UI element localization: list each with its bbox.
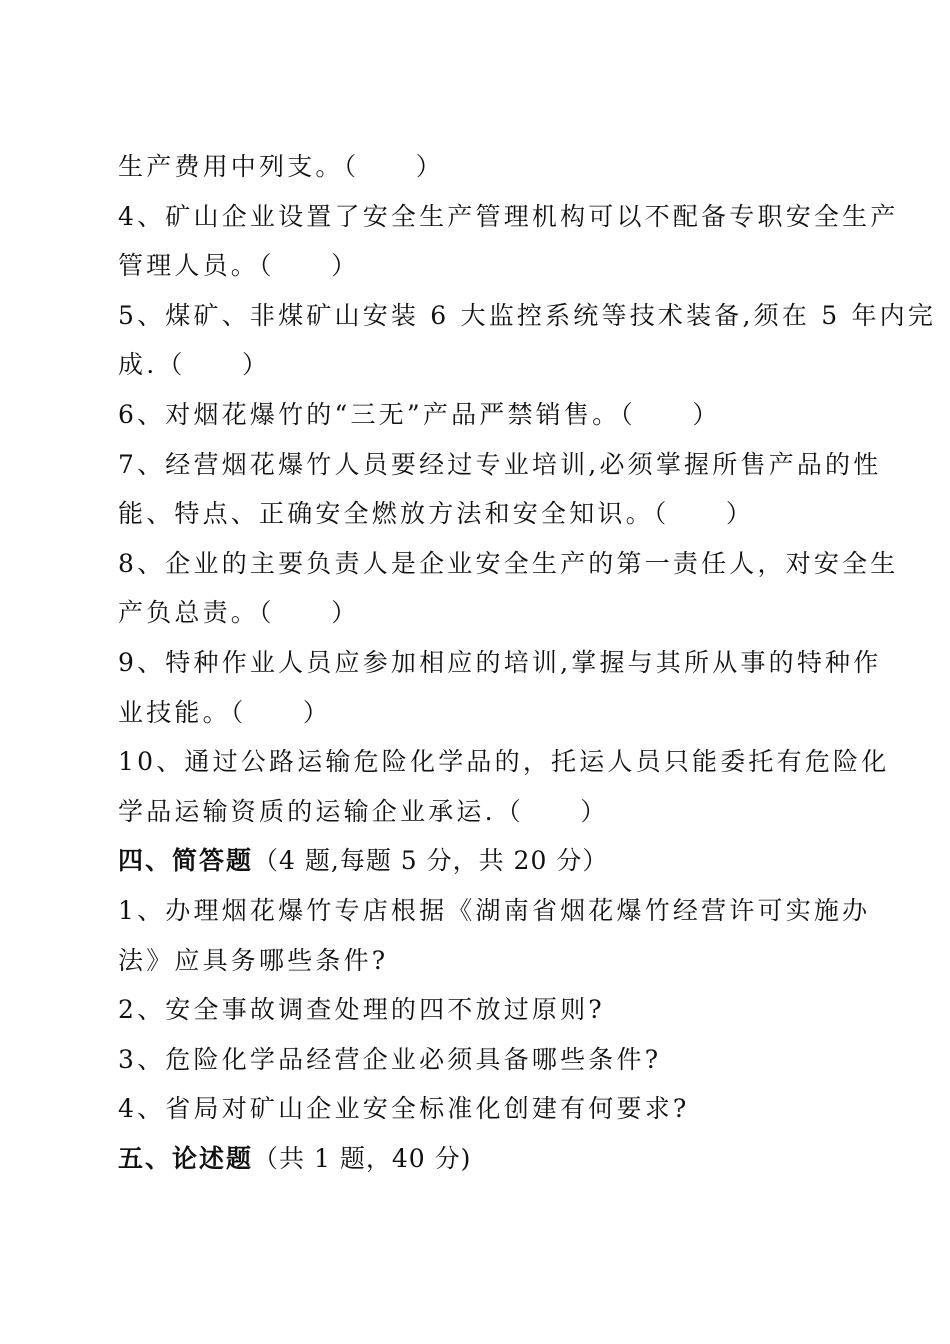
text-line: 7、经营烟花爆竹人员要经过专业培训,必须掌握所售产品的性 xyxy=(118,449,882,479)
text-line: 4、矿山企业设置了安全生产管理机构可以不配备专职安全生产 xyxy=(118,201,899,231)
question-line: 法》应具务哪些条件? xyxy=(118,945,389,975)
text-line: 能、特点、正确安全燃放方法和安全知识。（ ） xyxy=(118,499,755,529)
question-line: 1、办理烟花爆竹专店根据《湖南省烟花爆竹经营许可实施办 xyxy=(118,895,871,925)
text-line: 管理人员。（ ） xyxy=(118,251,360,281)
question-line: 4、省局对矿山企业安全标准化创建有何要求? xyxy=(118,1094,690,1124)
section-title: 四、简答题 xyxy=(118,846,254,876)
text-line: 6、对烟花爆竹的“三无”产品严禁销售。（ ） xyxy=(118,399,721,429)
section-title: 五、论述题 xyxy=(118,1143,254,1173)
section-note: （共 1 题，40 分) xyxy=(253,1143,472,1173)
text-line: 9、特种作业人员应参加相应的培训,掌握与其所从事的特种作 xyxy=(118,647,882,677)
text-line: 产负总责。（ ） xyxy=(118,598,360,628)
question-line: 3、危险化学品经营企业必须具备哪些条件? xyxy=(118,1044,662,1074)
section-heading xyxy=(118,1134,838,1184)
section-note: （4 题,每题 5 分，共 20 分） xyxy=(253,846,609,876)
text-line: 5、煤矿、非煤矿山安装 6 大监控系统等技术装备,须在 5 年内完 xyxy=(118,300,937,330)
text-line: 10、通过公路运输危险化学品的，托运人员只能委托有危险化 xyxy=(118,747,890,777)
question-line: 2、安全事故调查处理的四不放过原则? xyxy=(118,995,605,1025)
text-line: 学品运输资质的运输企业承运.（ ） xyxy=(118,796,609,826)
text-line: 成.（ ） xyxy=(118,350,271,380)
text-line: 业技能。（ ） xyxy=(118,697,332,727)
text-line: 8、企业的主要负责人是企业安全生产的第一责任人，对安全生 xyxy=(118,548,899,578)
text-line: 生产费用中列支。（ ） xyxy=(118,152,444,181)
document-body xyxy=(118,142,937,1183)
section-heading xyxy=(118,836,838,886)
